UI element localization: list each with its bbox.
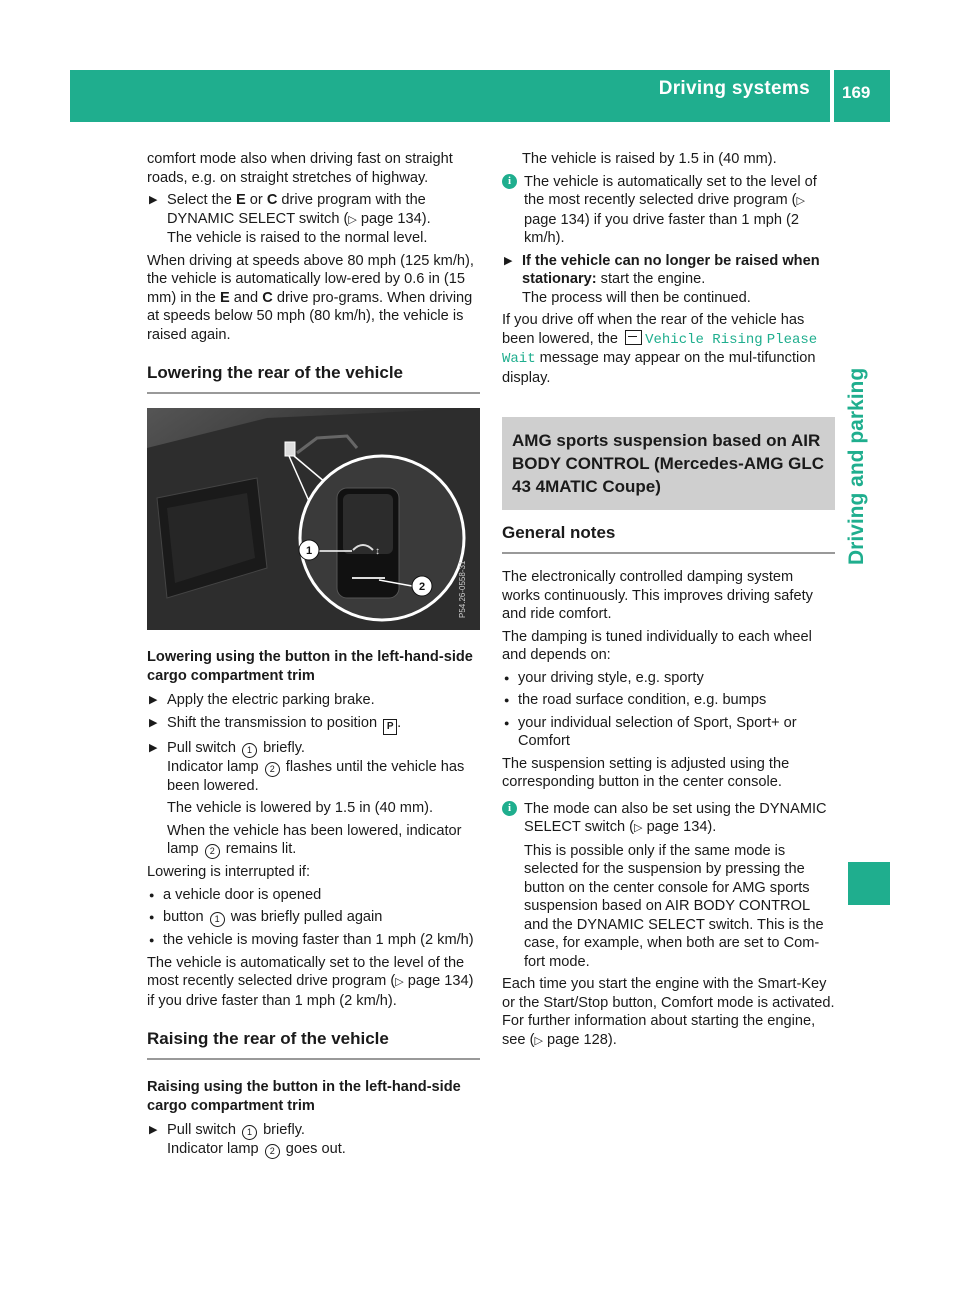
figure-callout-1: 1 (305, 545, 313, 557)
step-result: The process will then be continued. (522, 289, 751, 306)
para-text: When driving at speeds above 80 mph (125 km/h), the vehicle is automatically low-ered by 0.6 in (15 mm) in the (147, 252, 474, 306)
general-para-1: The electronically controlled damping system works continuously. This improves driving safety and ride comfort. (502, 569, 813, 622)
step-parking-brake: ▶ Apply the electric parking brake. (147, 691, 480, 710)
side-tab-block (848, 862, 890, 905)
vehicle-level-icon (625, 330, 642, 345)
drive-off-paragraph (502, 311, 835, 387)
damping-bullet-selection: ● your individual selection of Sport, Sport+ or Comfort (502, 714, 835, 751)
header-title: Driving systems (658, 78, 810, 99)
callout-2-icon: 2 (265, 1144, 280, 1159)
cargo-switch-illustration (147, 408, 480, 630)
svg-text:↕: ↕ (375, 546, 380, 557)
step-text: briefly. (263, 739, 305, 756)
general-para-3: The suspension setting is adjusted using the corresponding button in the center console. (502, 755, 790, 790)
page-ref-arrow-icon: ▷ (634, 822, 643, 834)
general-para-2: The damping is tuned individually to each wheel and depends on: (502, 628, 812, 663)
step-text: Pull switch (167, 739, 236, 756)
page-ref[interactable]: page 134) if you drive faster than 1 mph (2 km/h). (524, 211, 800, 246)
figure-code: P54.26-0558-31 (458, 560, 467, 618)
para-text: Each time you start the engine with the Smart-Key or the Start/Stop button, Comfort mode is activated. For further information about starting the engine, see ( (502, 976, 835, 1048)
callout-1-icon: 1 (242, 1125, 257, 1140)
right-column (502, 150, 835, 1054)
bullet-text: was briefly pulled again (230, 909, 383, 925)
page-ref[interactable]: page 134) if you drive faster than 1 mph (2 km/h). (147, 973, 474, 1009)
step-condition: If the vehicle can no longer be raised when stationary: (522, 252, 820, 287)
lowered-indicator (147, 822, 480, 860)
step-text: Pull switch (167, 1122, 236, 1138)
page-ref[interactable]: page 134). (360, 210, 431, 227)
header-divider (830, 70, 834, 122)
amg-section-heading: AMG sports suspension based on AIR BODY CONTROL (Mercedes-AMG GLC 43 4MATIC Coupe) (502, 417, 835, 510)
interrupt-heading: Lowering is interrupted if: (147, 864, 311, 880)
program-c: C (266, 192, 278, 208)
interrupt-bullet-button (147, 908, 480, 927)
step-text: Select the (167, 192, 232, 208)
step-text: remains lit. (225, 841, 297, 857)
header-bar (70, 70, 890, 122)
info-note-auto-level (502, 173, 835, 248)
step-pull-switch (147, 739, 480, 796)
program-e: E (235, 192, 246, 208)
step-shift-transmission (147, 714, 480, 735)
callout-1-icon: 1 (210, 912, 225, 927)
callout-2-icon: 2 (265, 762, 280, 777)
step-text: briefly. (263, 1122, 305, 1138)
cargo-switch-figure (147, 408, 480, 630)
left-column (147, 150, 480, 1163)
step-text: or (249, 192, 263, 208)
damping-bullet-road: ● the road surface condition, e.g. bumps (502, 691, 835, 710)
intro-paragraph: comfort mode also when driving fast on straight roads, e.g. on straight stretches of highway. (147, 151, 453, 186)
page-ref[interactable]: page 128). (546, 1031, 617, 1048)
step-text: . (397, 714, 402, 731)
section-title-lowering: Lowering the rear of the vehicle (147, 362, 480, 394)
step-result: The vehicle is raised to the normal level. (167, 230, 428, 246)
park-position-icon: P (383, 719, 397, 735)
para-text: drive pro-grams. When driving at speeds below 50 mph (80 km/h), the vehicle is raised again. (147, 289, 473, 343)
step-select-program (147, 191, 480, 248)
lowered-amount: The vehicle is lowered by 1.5 in (40 mm). (167, 800, 434, 816)
info-note-dynamic-select (502, 800, 835, 972)
callout-1-icon: 1 (242, 743, 257, 758)
display-message-line2: Please Wait (502, 331, 818, 367)
step-cannot-raise (502, 252, 835, 308)
step-result (167, 1140, 480, 1159)
info-icon: i (502, 801, 517, 816)
interrupt-bullet-speed: ● the vehicle is moving faster than 1 mph (2 km/h) (147, 931, 480, 950)
damping-bullet-style: ● your driving style, e.g. sporty (502, 669, 835, 688)
info-icon: i (502, 174, 517, 189)
para-text: The vehicle is automatically set to the level of the most recently selected drive program ( (147, 954, 465, 989)
step-pull-switch-raise (147, 1121, 480, 1159)
figure-caption-lowering: Lowering using the button in the left-hand-side cargo compartment trim (147, 649, 473, 684)
caption-raising: Raising using the button in the left-hand-side cargo compartment trim (147, 1079, 461, 1114)
step-text: Shift the transmission to position (167, 714, 378, 731)
raised-amount: The vehicle is raised by 1.5 in (40 mm). (522, 151, 777, 167)
page-number: 169 (842, 83, 871, 102)
para-text: message may appear on the mul-tifunction display. (502, 350, 816, 386)
page-ref-arrow-icon: ▷ (395, 976, 404, 988)
step-text: goes out. (285, 1141, 346, 1157)
step-text: When the vehicle has been lowered, indicator lamp (167, 822, 462, 857)
para-text: and (233, 289, 259, 306)
figure-callout-2: 2 (418, 581, 426, 593)
page-ref-arrow-icon: ▷ (348, 213, 357, 226)
step-text: flashes until the vehicle has been lowered. (167, 758, 465, 794)
speed-paragraph (147, 252, 480, 345)
step-text: start the engine. (600, 271, 706, 287)
page-ref-arrow-icon: ▷ (534, 1034, 543, 1047)
program-c: C (262, 289, 273, 306)
step-text: Indicator lamp (167, 1141, 259, 1157)
general-notes-title: General notes (502, 522, 835, 554)
auto-level-paragraph (147, 954, 480, 1011)
step-result (167, 758, 480, 796)
info-text (524, 173, 835, 248)
program-e: E (220, 289, 230, 306)
interrupt-bullet-door: ● a vehicle door is opened (147, 886, 480, 905)
callout-2-icon: 2 (205, 844, 220, 859)
info-text (524, 800, 835, 838)
side-tab-label: Driving and parking (845, 367, 868, 565)
step-text: Indicator lamp (167, 758, 259, 775)
para-text: If you drive off when the rear of the vehicle has been lowered, the (502, 312, 805, 347)
page-ref-arrow-icon: ▷ (796, 195, 805, 207)
info-text-2: This is possible only if the same mode is selected for the suspension by pressing the button on the center console for AMG sports suspension based on AIR BODY CONTROL and the DYNAMIC SELECT switch. This is the case, for example, when both are set to Com-fort mode. (524, 842, 824, 970)
comfort-mode-paragraph (502, 975, 835, 1050)
info-text: The mode can also be set using the DYNAMIC SELECT switch ( (524, 800, 827, 835)
display-message-line1: Vehicle Rising (645, 331, 763, 348)
page-ref[interactable]: page 134). (646, 819, 717, 835)
section-title-raising: Raising the rear of the vehicle (147, 1028, 480, 1060)
info-text: The vehicle is automatically set to the level of the most recently selected drive program ( (524, 173, 817, 208)
step-text: drive program with the DYNAMIC SELECT switch ( (167, 192, 426, 227)
bullet-text: button (163, 909, 204, 925)
